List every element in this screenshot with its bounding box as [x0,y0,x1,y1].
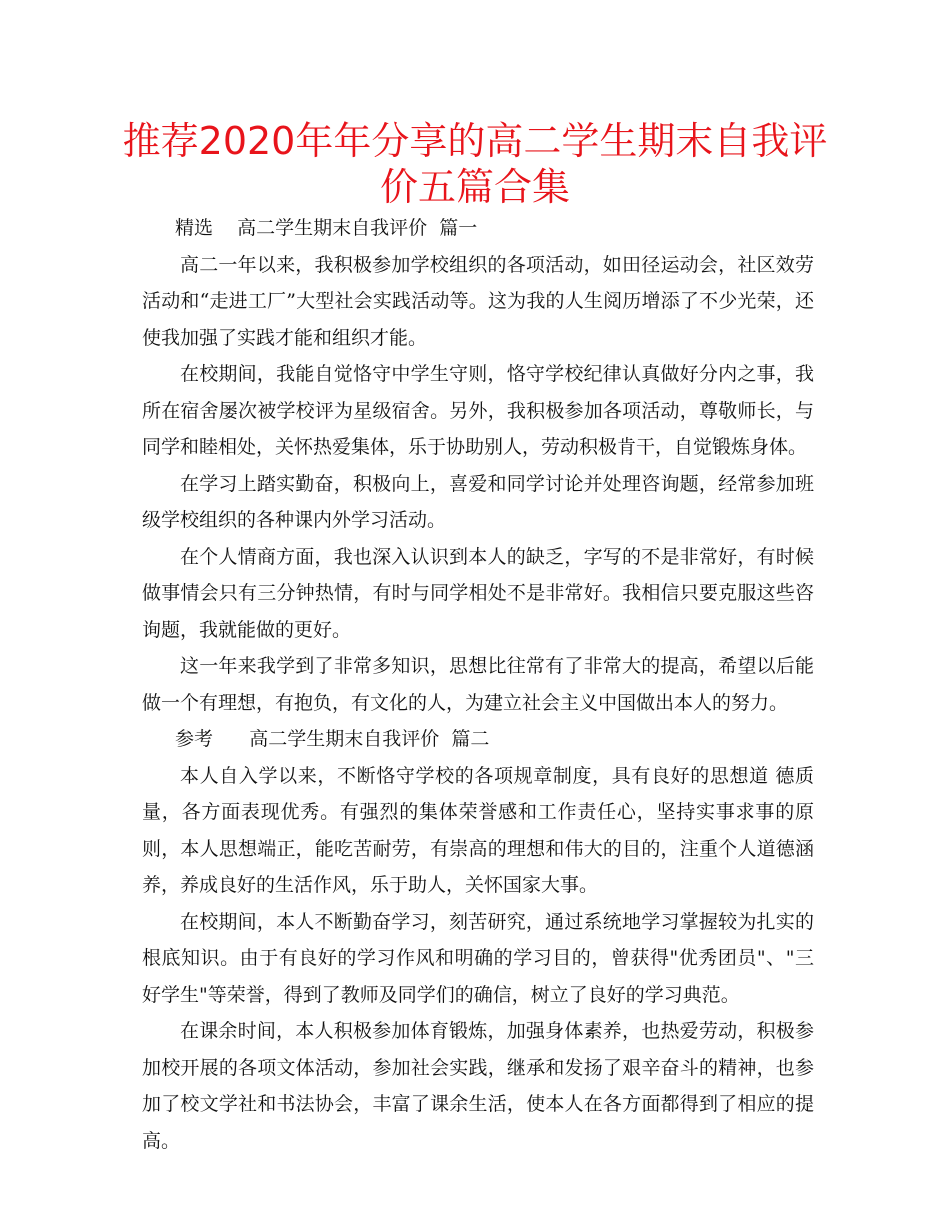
paragraph: 在学习上踏实勤奋，积极向上，喜爱和同学讨论并处理咨询题，经常参加班级学校组织的各种课内外学习活动。 [142,472,814,531]
paragraph: 在课余时间，本人积极参加体育锻炼，加强身体素养，也热爱劳动，积极参加校开展的各项文体活动，参加社会实践，继承和发扬了艰辛奋斗的精神，也参加了校文学社和书法协会，丰富了课余生活，使本人在各方面都得到了相应的提高。 [142,1020,814,1152]
paragraph: 这一年来我学到了非常多知识，思想比往常有了非常大的提高，希望以后能做一个有理想，有抱负，有文化的人，为建立社会主义中国做出本人的努力。 [142,655,814,714]
document-title: 推荐2020年年分享的高二学生期末自我评价五篇合集 [122,119,828,209]
document-body [142,210,814,1159]
section-heading: 参考 高二学生期末自我评价 篇二 [175,728,490,750]
paragraph: 在校期间，本人不断勤奋学习，刻苦研究，通过系统地学习掌握较为扎实的根底知识。由于有良好的学习作风和明确的学习目的，曾获得"优秀团员"、"三好学生"等荣誉，得到了教师及同学们的确信，树立了良好的学习典范。 [142,910,814,1006]
paragraph: 在校期间，我能自觉恪守中学生守则，恪守学校纪律认真做好分内之事，我所在宿舍屡次被学校评为星级宿舍。另外，我积极参加各项活动，尊敬师长，与同学和睦相处，关怀热爱集体，乐于协助别人，劳动积极肯干，自觉锻炼身体。 [142,363,814,458]
paragraph: 在个人情商方面，我也深入认识到本人的缺乏，字写的不是非常好，有时候做事情会只有三分钟热情，有时与同学相处不是非常好。我相信只要克服这些咨询题，我就能做的更好。 [142,545,814,641]
paragraph: 高二一年以来，我积极参加学校组织的各项活动，如田径运动会，社区效劳活动和“走进工厂”大型社会实践活动等。这为我的人生阅历增添了不少光荣，还使我加强了实践才能和组织才能。 [142,253,814,349]
paragraph: 本人自入学以来，不断恪守学校的各项规章制度，具有良好的思想道 德质量，各方面表现优秀。有强烈的集体荣誉感和工作责任心，坚持实事求事的原则，本人思想端正，能吃苦耐劳，有崇高的理想和伟大的目的，注重个人道德涵养，养成良好的生活作风，乐于助人，关怀国家大事。 [142,764,814,896]
section-heading: 精选 高二学生期末自我评价 篇一 [175,217,478,239]
